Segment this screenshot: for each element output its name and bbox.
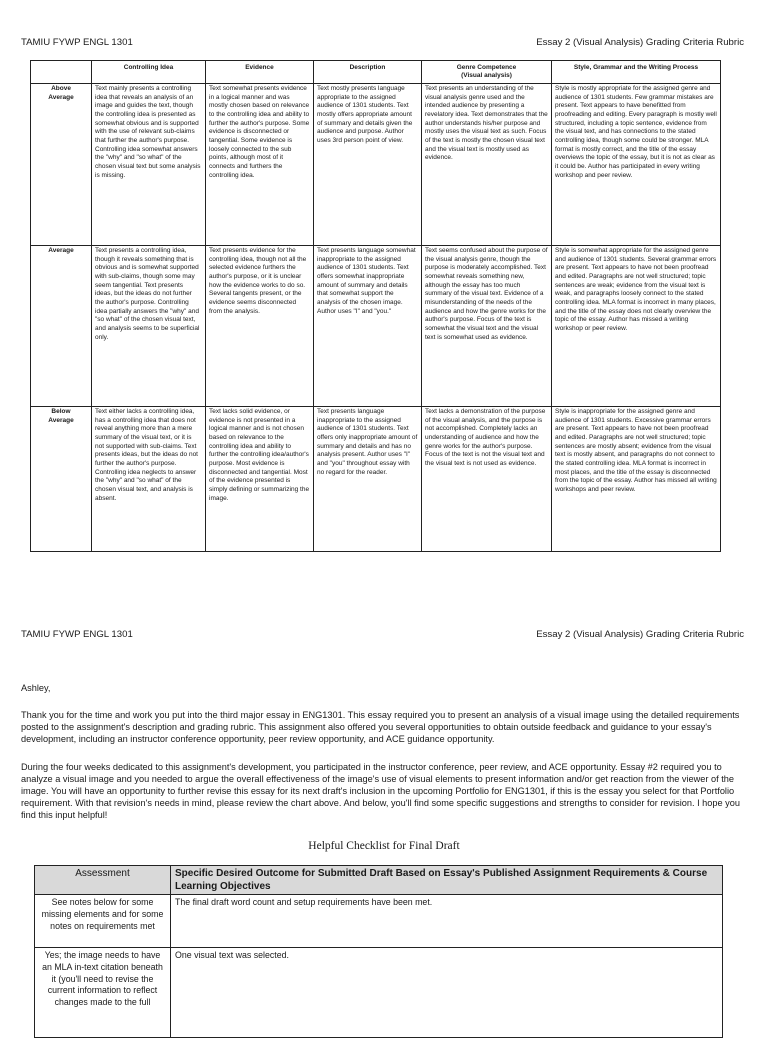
checklist-column-header: Specific Desired Outcome for Submitted Draft Based on Essay's Published Assignment Requirements & Course Learning Objectives: [171, 866, 723, 895]
rubric-cell: Text presents evidence for the controlling idea, though not all the selected evidence furthers the author's purpose, or it is unclear how the evidence works to do so. Several tangents present, or the evidence seems disconnected from the analysis.: [206, 246, 314, 407]
rubric-cell: Text lacks a demonstration of the purpose of the visual analysis, and the purpose is not accomplished. Completely lacks an understanding of audience and how the genre works for the author's purpose. Focus of the text is not the visual text and the visual text is not used as evidence.: [422, 407, 552, 552]
checklist-outcome-cell: One visual text was selected.: [171, 948, 723, 1038]
rubric-cell: Style is mostly appropriate for the assigned genre and audience of 1301 students. Few grammar mistakes are present. Text appears to have benefitted from proofreading and editing. Every paragraph is mostly well structured, including a topic sentence, evidence from the visual text, and has connections to the stated controlling idea, though some could be stronger. MLA format is mostly correct, and the title of the essay overviews the topic of the essay, but it is not as clear as it could be. Author has participated in every writing workshop and peer review.: [552, 84, 721, 246]
rubric-header-row: [31, 61, 721, 84]
checklist-assessment-cell: Yes; the image needs to have an MLA in-text citation beneath it (you'll need to revise the current information to reflect changes made to the full: [35, 948, 171, 1038]
rubric-row-average: [31, 246, 721, 407]
rubric-cell: Text either lacks a controlling idea, has a controlling idea that does not reveal anything more than a mere summary of the visual text, or it is not supported with sub-claims. Text presents ideas, but the ideas do not further the author's purpose. Controlling idea neglects to answer the "why" and "so what" of the chosen visual text, and analysis is absent.: [92, 407, 206, 552]
rubric-cell: Text lacks solid evidence, or evidence is not presented in a logical manner and is not chosen based on relevance to the controlling idea and ability to further the controlling idea/author's purpose. Most evidence is disconnected and tangential. Most of the evidence presented is simply defining or summarizing the image.: [206, 407, 314, 552]
page-header: [21, 37, 744, 48]
page-header: [21, 629, 744, 640]
grading-rubric-table: [30, 60, 721, 552]
rubric-column-header: Controlling Idea: [92, 61, 206, 84]
rubric-column-header: Description: [314, 61, 422, 84]
rubric-cell: Text somewhat presents evidence in a logical manner and was mostly chosen based on relevance to the controlling idea and ability to further the author's purpose. Some evidence is disconnected or tangential. Some evidence is loosely connected to the sub points, although most of it connects and furthers the controlling idea.: [206, 84, 314, 246]
rubric-column-header: Evidence: [206, 61, 314, 84]
rubric-cell: Text mostly presents language appropriate to the assigned audience of 1301 students. Text mostly offers appropriate amount of summary and details given the audience and purpose. Author uses 3rd person point of view.: [314, 84, 422, 246]
checklist-header-row: [35, 866, 723, 895]
letter-paragraph: Thank you for the time and work you put into the third major essay in ENG1301. This essay required you to present an analysis of a visual image using the detailed requirements posted to the assignment's description and grading rubric. This assignment also offered you several opportunities to obtain outside feedback and guidance to your essay's development, including an instructor conference opportunity, peer review opportunity, and ACE guidance opportunity.: [21, 710, 740, 744]
course-label: TAMIU FYWP ENGL 1301: [21, 629, 133, 640]
rubric-column-header: Style, Grammar and the Writing Process: [552, 61, 721, 84]
rubric-row-above-average: [31, 84, 721, 246]
course-label: TAMIU FYWP ENGL 1301: [21, 37, 133, 48]
rubric-row-below-average: [31, 407, 721, 552]
rubric-cell: Text mainly presents a controlling idea that reveals an analysis of an image and guides the text, though the controlling idea is presented as somewhat obvious and is supported with the use of relevant sub-claims that further the author's purpose. Controlling idea somewhat answers the "why" and "so what" of the chosen visual text but some analysis is missing.: [92, 84, 206, 246]
rubric-label: Essay 2 (Visual Analysis) Grading Criteria Rubric: [536, 37, 744, 48]
checklist-column-header: Assessment: [35, 866, 171, 895]
checklist-outcome-cell: The final draft word count and setup requirements have been met.: [171, 895, 723, 948]
rubric-corner-cell: [31, 61, 92, 84]
rubric-cell: Style is somewhat appropriate for the assigned genre and audience of 1301 students. Several grammar errors are present. Text appears to have not been proofread and edited. Paragraphs are not well structured; topic sentences are weak; evidence from the visual text is weak, and paragraphs loosely connect to the stated controlling idea. MLA format is incorrect in many places, and the title of the essay does not clearly overview the topic of the essay. Author has missed a writing workshop or peer review.: [552, 246, 721, 407]
rubric-cell: Style is inappropriate for the assigned genre and audience of 1301 students. Excessive grammar errors are present. Text appears to have not been proofread and edited. Paragraphs are not well structured; topic sentences are mostly absent; evidence from the visual text is mostly absent, and paragraphs do not connect to the stated controlling idea. MLA format is incorrect in most places, and the title of the essay is disconnected from the topic of the essay. Author has missed all writing workshops and peer review.: [552, 407, 721, 552]
letter-paragraph: During the four weeks dedicated to this assignment's development, you participated in the instructor conference, peer review, and ACE opportunity. Essay #2 required you to analyze a visual image and you needed to argue the overall effectiveness of the image's use of visual elements to present information and/or get reaction from the viewer of the image. You will have an opportunity to further revise this essay for its next draft's inclusion in the upcoming Portfolio for ENG1301, if this is the essay you select for that Portfolio requirement. With that revision's needs in mind, please review the chart above. And below, you'll find some specific suggestions and strengths to consider for revision. I hope you find this input helpful!: [21, 762, 740, 820]
checklist-title: Helpful Checklist for Final Draft: [308, 840, 460, 852]
checklist-row: [35, 948, 723, 1038]
rubric-level-label: Below Average: [31, 407, 92, 552]
rubric-cell: Text presents a controlling idea, though it reveals something that is obvious and is somewhat supported with sub-claims, though some may seem tangential. Text presents ideas, but the ideas do not further the author's purpose. Controlling idea partially answers the "why" and "so what" of the chosen visual text, and analysis seems to be superficial only.: [92, 246, 206, 407]
rubric-cell: Text presents an understanding of the visual analysis genre used and the intended audience by presenting a revelatory idea. Text demonstrates that the author understands his/her purpose and mostly uses the visual text as such. Focus of the text is mostly the chosen visual text and the visual text is mostly used as evidence.: [422, 84, 552, 246]
rubric-label: Essay 2 (Visual Analysis) Grading Criteria Rubric: [536, 629, 744, 640]
checklist-row: [35, 895, 723, 948]
rubric-column-header: Genre Competence (Visual analysis): [422, 61, 552, 84]
checklist-table: [34, 865, 723, 1038]
rubric-level-label: Above Average: [31, 84, 92, 246]
rubric-cell: Text presents language somewhat inappropriate to the assigned audience of 1301 students. Text offers somewhat inappropriate amount of summary and details that somewhat support the analysis of the chosen image. Author uses "I" and "you.": [314, 246, 422, 407]
rubric-cell: Text presents language inappropriate to the assigned audience of 1301 students. Text offers only inappropriate amount of summary and details and has no analysis present. Author uses "I" and "you" throughout essay with no regard for the reader.: [314, 407, 422, 552]
rubric-level-label: Average: [31, 246, 92, 407]
letter-greeting: Ashley,: [21, 683, 51, 693]
rubric-cell: Text seems confused about the purpose of the visual analysis genre, though the purpose is moderately accomplished. Text somewhat reveals something new, although the essay has too much summary of the visual text. Evidence of a misunderstanding of the needs of the audience and how the genre works for the author's purpose. Focus of the text is somewhat the visual text and the visual text is somewhat used as evidence.: [422, 246, 552, 407]
checklist-assessment-cell: See notes below for some missing elements and for some notes on requirements met: [35, 895, 171, 948]
